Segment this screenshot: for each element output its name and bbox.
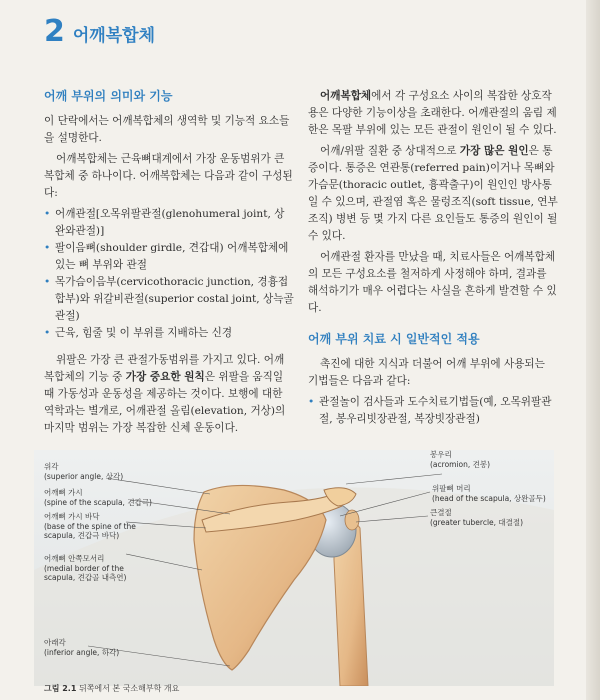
- function-paragraph: [44, 352, 294, 437]
- section-heading-meaning: 어깨 부위의 의미와 기능: [44, 89, 173, 103]
- label-text: 아래각 (inferior angle, 하각): [44, 638, 120, 657]
- text-run: 위팔은 가장 큰 관절가동범위를 가지고 있다. 어깨복합체의 기능 중: [44, 354, 285, 383]
- techniques-paragraph: 촉진에 대한 지식과 더불어 어깨 부위에 사용되는 기법들은 다음과 같다:: [308, 358, 545, 387]
- label-text: 봉우리 (acromion, 견봉): [430, 450, 491, 469]
- section-heading-treatment: 어깨 부위 치료 시 일반적인 적용: [308, 332, 480, 346]
- label-text: 어깨뼈 가시 바닥 (base of the spine of the scapula, 견갑극 바닥): [44, 512, 136, 540]
- label-medial-border: [44, 554, 126, 583]
- page-edge: [586, 0, 600, 700]
- text-run: 에서 각 구성요소 사이의 복잡한 상호작용은 다양한 기능이상을 초래한다. 어깨관절의 움림 제한은 목팔 부위에 있는 모든 관절이 원인이 될 수 있다.: [308, 90, 557, 136]
- text-run: 은 통증이다. 통증은 연관통(referred pain)이거나 목뼈와 가슴문(thoracic outlet, 흉곽출구)이 원인인 방사통일 수 있으며, 관절염 혹은 물렁조직(soft tissue, 연부조직) 병변 등 몇 가지 다른 요인들도 통증의 원인이 될 수 있다.: [308, 145, 558, 242]
- assessment-paragraph: 어깨관절 환자를 만났을 때, 치료사들은 어깨복합체의 모든 구성요소를 철저하게 사정해야 하며, 결과를 해석하기가 매우 어렵다는 사실을 흔하게 발견할 수 있다.: [308, 251, 557, 314]
- list-item: • 어깨관절[오목위팔관절(glenohumeral joint, 상완와관절)]: [44, 206, 294, 240]
- label-acromion: [430, 450, 490, 469]
- label-text: 큰결절 (greater tubercle, 대결절): [430, 508, 524, 527]
- list-item: • 목가슴이음부(cervicothoracic junction, 경흉접합부)와 위갈비관절(superior costal joint, 상늑골관절): [44, 274, 294, 325]
- label-greater-tubercle: [430, 508, 523, 527]
- text-run: 어깨/위팔 질환 중 상대적으로: [320, 145, 460, 157]
- caption-text: 뒤쪽에서 본 국소해부학 개요: [78, 684, 180, 693]
- pain-paragraph: [308, 143, 558, 245]
- label-inferior-angle: [44, 638, 119, 657]
- techniques-list: [308, 394, 558, 428]
- composition-paragraph: 어깨복합체는 근육뼈대계에서 가장 운동범위가 큰 복합체 중 하나이다. 어깨복합체는 다음과 같이 구성된다:: [44, 153, 293, 199]
- label-text: 어깨뼈 안쪽모서리 (medial border of the scapula, 견갑골 내측연): [44, 554, 127, 582]
- text-run: 은 위팔을 움직일 때 가동성과 운동성을 제공하는 것이다. 보행에 대한 역학과는 별개로, 어깨관절 올림(elevation, 거상)의 마지막 범위는 가장 복잡한 신체 운동이다.: [44, 371, 286, 434]
- emphasis-text: 가장 많은 원인: [459, 145, 529, 157]
- intro-paragraph: 이 단락에서는 어깨복합체의 생역학 및 기능적 요소들을 설명한다.: [44, 115, 290, 144]
- right-column: [308, 88, 558, 438]
- label-text: 위각 (superior angle, 상각): [44, 462, 124, 481]
- label-spine-base: [44, 512, 136, 541]
- list-item: • 근육, 힘줄 및 이 부위를 지배하는 신경: [44, 325, 294, 342]
- label-scapular-spine: [44, 488, 152, 507]
- list-item: • 팔이음뼈(shoulder girdle, 견갑대) 어깨복합체에 있는 뼈 부위와 관절: [44, 240, 294, 274]
- left-column: [44, 88, 294, 441]
- composition-list: [44, 206, 294, 342]
- chapter-title: 어깨복합체: [72, 26, 155, 46]
- emphasis-text: 어깨복합체: [320, 90, 372, 102]
- label-superior-angle: [44, 462, 123, 481]
- figure-caption: [44, 683, 179, 694]
- list-item: • 관절놀이 검사들과 도수치료기법들(예, 오목위팔관절, 봉우리빗장관절, 복장빗장관절): [308, 394, 558, 428]
- label-text: 위팔뼈 머리 (head of the scapula, 상완골두): [432, 484, 546, 503]
- emphasis-text: 가장 중요한 원칙: [125, 371, 205, 383]
- anatomy-figure: [34, 450, 554, 686]
- label-humeral-head: [432, 484, 546, 503]
- chapter-number: 2: [44, 14, 65, 49]
- label-text: 어깨뼈 가시 (spine of the scapula, 견갑극): [44, 488, 152, 507]
- interaction-paragraph: [308, 88, 558, 139]
- caption-number: 그림 2.1: [44, 684, 77, 693]
- chapter-header: [44, 14, 155, 49]
